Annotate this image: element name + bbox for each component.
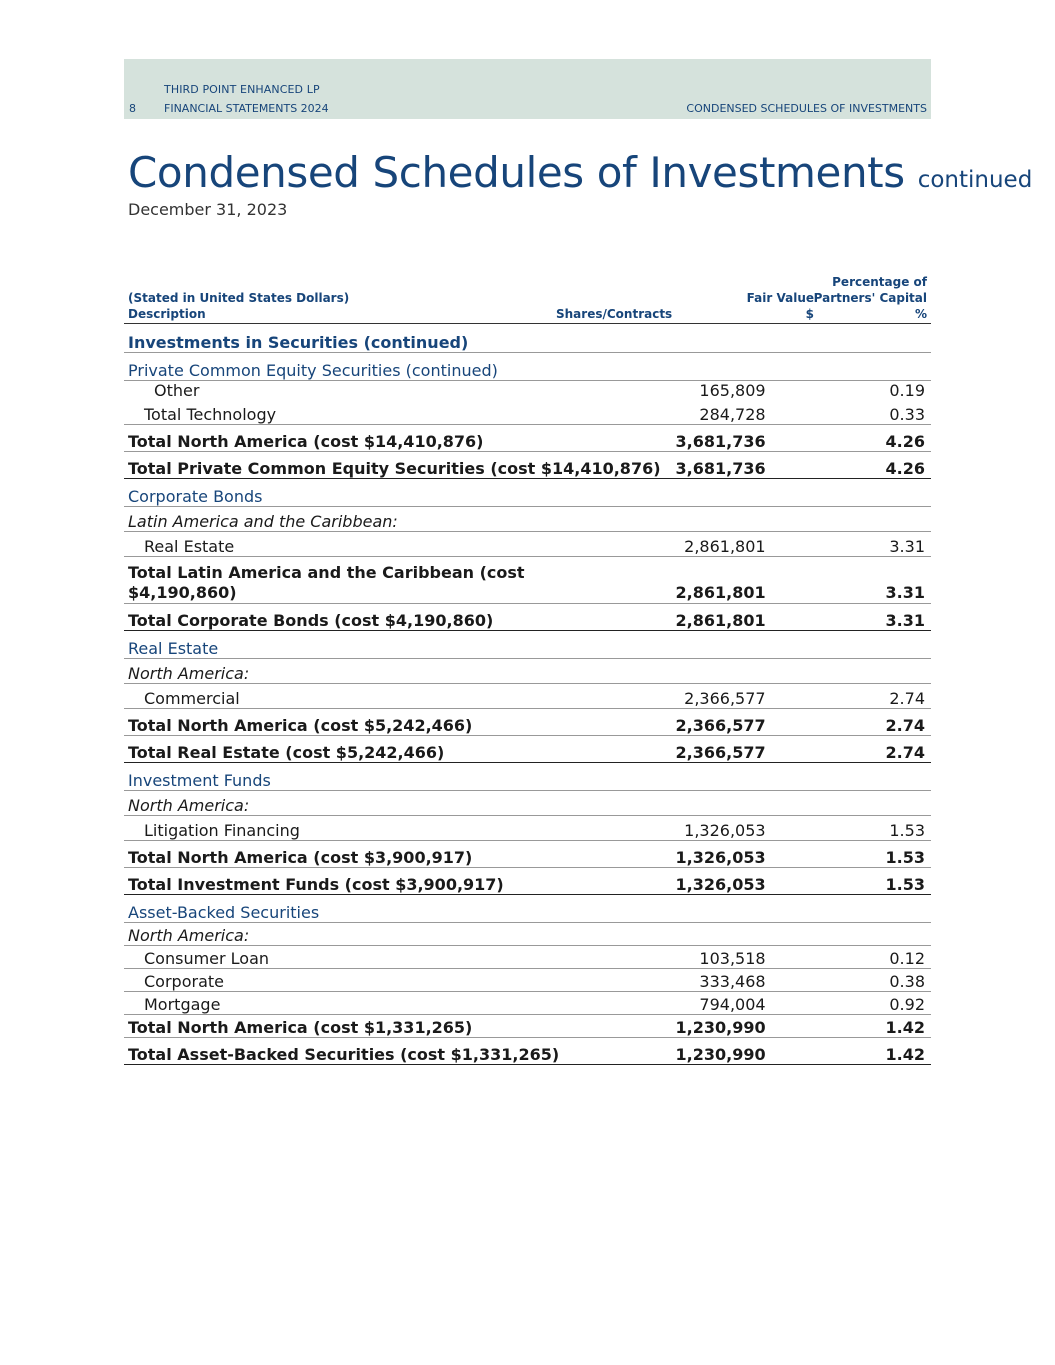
row-percentage: 0.19 xyxy=(889,381,925,400)
row-percentage: 1.42 xyxy=(885,1038,931,1065)
row-fair-value xyxy=(671,791,884,816)
row-fair-value: 2,366,577 xyxy=(671,684,884,709)
row-fair-value xyxy=(671,324,884,353)
row-percentage xyxy=(885,895,931,923)
row-fair-value xyxy=(671,479,884,507)
row-fair-value: 333,468 xyxy=(671,969,884,992)
row-description: Total North America (cost $3,900,917) xyxy=(124,841,671,868)
row-percentage xyxy=(885,324,931,353)
fair-value-header xyxy=(747,290,814,322)
section-name: CONDENSED SCHEDULES OF INVESTMENTS xyxy=(686,102,927,115)
description-header xyxy=(128,290,349,322)
row-description: Investment Funds xyxy=(124,763,671,791)
row-description: Other xyxy=(154,381,200,400)
row-fair-value: 2,861,801 xyxy=(671,532,884,557)
table-row xyxy=(124,452,931,479)
percentage-header xyxy=(814,274,927,322)
row-percentage: 2.74 xyxy=(885,684,931,709)
row-percentage: 2.74 xyxy=(885,709,931,736)
row-fair-value: 1,326,053 xyxy=(671,816,884,841)
row-percentage xyxy=(885,479,931,507)
row-description: Corporate Bonds xyxy=(124,479,671,507)
schedule-rows xyxy=(124,324,931,1065)
table-row xyxy=(124,400,931,425)
table-row xyxy=(124,324,931,353)
row-description: Total Investment Funds (cost $3,900,917) xyxy=(124,868,671,895)
row-description: Private Common Equity Securities (continued) xyxy=(124,353,671,381)
table-row xyxy=(124,736,931,763)
row-percentage xyxy=(885,763,931,791)
row-description: Total Real Estate (cost $5,242,466) xyxy=(124,736,671,763)
fair-value-label: Fair Value xyxy=(746,291,814,305)
table-row xyxy=(124,1038,931,1065)
row-description: Corporate xyxy=(124,969,671,992)
page-header xyxy=(124,59,931,119)
row-fair-value: 165,809 xyxy=(699,381,766,400)
row-percentage: 0.38 xyxy=(885,969,931,992)
row-description: Total Asset-Backed Securities (cost $1,331,265) xyxy=(124,1038,671,1065)
row-fair-value: 1,326,053 xyxy=(671,868,884,895)
row-percentage: 0.12 xyxy=(885,946,931,969)
title-main: Condensed Schedules of Investments xyxy=(128,148,905,197)
row-fair-value: 3,681,736 xyxy=(671,452,884,479)
row-description: Total North America (cost $5,242,466) xyxy=(124,709,671,736)
row-description: Real Estate xyxy=(124,631,671,659)
row-percentage: 4.26 xyxy=(885,452,931,479)
row-fair-value xyxy=(671,353,884,381)
table-row xyxy=(124,532,931,557)
row-description: Consumer Loan xyxy=(124,946,671,969)
row-description: Real Estate xyxy=(124,532,671,557)
stated-currency-label: (Stated in United States Dollars) xyxy=(128,291,350,305)
row-fair-value: 1,230,990 xyxy=(671,1038,884,1065)
schedule-table xyxy=(124,324,931,1065)
row-description: Mortgage xyxy=(124,992,671,1015)
shares-header: Shares/Contracts xyxy=(556,307,673,321)
row-description: North America: xyxy=(124,791,671,816)
row-fair-value: 1,230,990 xyxy=(671,1015,884,1038)
table-row xyxy=(124,791,931,816)
row-description: North America: xyxy=(124,923,671,946)
table-row xyxy=(124,659,931,684)
table-row xyxy=(124,557,931,604)
table-row xyxy=(124,969,931,992)
title-continued: continued xyxy=(917,167,1033,193)
company-name: THIRD POINT ENHANCED LP xyxy=(164,83,320,96)
page-title xyxy=(128,148,1032,197)
row-percentage: 4.26 xyxy=(885,425,931,452)
pct-label-1: Percentage of xyxy=(832,275,927,289)
row-fair-value: 2,861,801 xyxy=(671,557,884,604)
row-description: Latin America and the Caribbean: xyxy=(124,507,671,532)
row-description-line: Total Latin America and the Caribbean (cost xyxy=(128,563,525,582)
table-row xyxy=(124,1015,931,1038)
row-percentage: 1.53 xyxy=(885,816,931,841)
row-description: Commercial xyxy=(124,684,671,709)
table-row xyxy=(124,425,931,452)
table-row xyxy=(124,353,931,381)
row-fair-value: 284,728 xyxy=(671,400,884,425)
row-percentage xyxy=(885,659,931,684)
report-name: FINANCIAL STATEMENTS 2024 xyxy=(164,102,329,115)
row-description: Total Corporate Bonds (cost $4,190,860) xyxy=(124,604,671,631)
row-fair-value: 2,366,577 xyxy=(671,736,884,763)
row-fair-value: 1,326,053 xyxy=(671,841,884,868)
row-percentage xyxy=(885,923,931,946)
row-percentage: 3.31 xyxy=(885,557,931,604)
description-label: Description xyxy=(128,307,206,321)
row-description: Total North America (cost $1,331,265) xyxy=(124,1015,671,1038)
row-description: Litigation Financing xyxy=(124,816,671,841)
table-row xyxy=(124,841,931,868)
table-row xyxy=(124,763,931,791)
row-fair-value xyxy=(671,631,884,659)
column-headers xyxy=(124,275,931,324)
table-row xyxy=(124,709,931,736)
row-fair-value xyxy=(671,763,884,791)
table-row xyxy=(124,381,931,401)
table-row xyxy=(124,992,931,1015)
row-fair-value xyxy=(671,659,884,684)
row-percentage xyxy=(885,791,931,816)
pct-unit: % xyxy=(914,307,927,321)
row-fair-value: 2,366,577 xyxy=(671,709,884,736)
table-row xyxy=(124,946,931,969)
row-percentage: 3.31 xyxy=(885,604,931,631)
fair-value-unit: $ xyxy=(805,307,814,321)
table-row xyxy=(124,604,931,631)
schedule-date: December 31, 2023 xyxy=(128,200,288,219)
table-row xyxy=(124,895,931,923)
row-percentage: 3.31 xyxy=(885,532,931,557)
row-description-line: $4,190,860) xyxy=(128,583,237,602)
table-row xyxy=(124,507,931,532)
row-fair-value xyxy=(671,895,884,923)
table-row xyxy=(124,868,931,895)
row-percentage: 1.53 xyxy=(885,841,931,868)
row-fair-value xyxy=(671,923,884,946)
table-row xyxy=(124,479,931,507)
row-percentage xyxy=(885,507,931,532)
row-description: Total Technology xyxy=(124,400,671,425)
row-percentage: 1.42 xyxy=(885,1015,931,1038)
page-number: 8 xyxy=(129,102,136,115)
row-percentage xyxy=(885,631,931,659)
row-fair-value: 794,004 xyxy=(671,992,884,1015)
row-description xyxy=(124,557,671,604)
row-fair-value: 2,861,801 xyxy=(671,604,884,631)
table-row xyxy=(124,631,931,659)
table-row xyxy=(124,816,931,841)
row-description: North America: xyxy=(124,659,671,684)
table-row xyxy=(124,684,931,709)
row-percentage xyxy=(885,353,931,381)
row-description: Total Private Common Equity Securities (cost $14,410,876) xyxy=(124,452,671,479)
row-percentage: 1.53 xyxy=(885,868,931,895)
row-fair-value: 3,681,736 xyxy=(671,425,884,452)
pct-label-2: Partners' Capital xyxy=(813,291,927,305)
row-description: Investments in Securities (continued) xyxy=(124,324,671,353)
row-description: Total North America (cost $14,410,876) xyxy=(124,425,671,452)
row-percentage: 0.33 xyxy=(885,400,931,425)
row-fair-value xyxy=(671,507,884,532)
row-fair-value: 103,518 xyxy=(671,946,884,969)
row-description: Asset-Backed Securities xyxy=(124,895,671,923)
row-percentage: 2.74 xyxy=(885,736,931,763)
row-percentage: 0.92 xyxy=(885,992,931,1015)
table-row xyxy=(124,923,931,946)
